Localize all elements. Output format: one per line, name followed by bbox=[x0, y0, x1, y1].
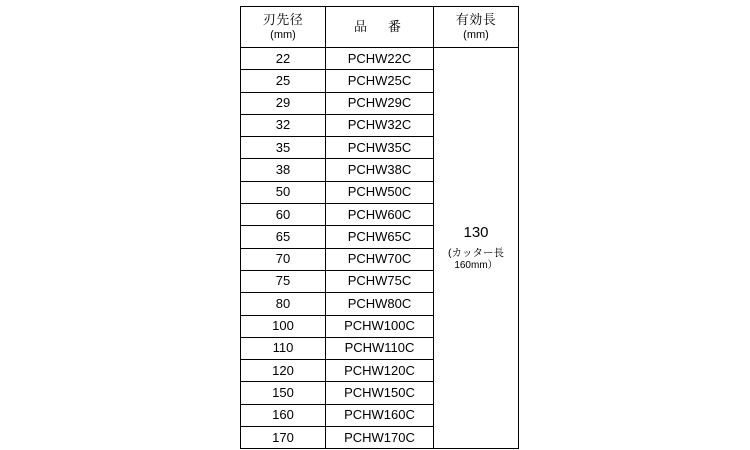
cell-code: PCHW100C bbox=[326, 315, 434, 337]
cell-code: PCHW32C bbox=[326, 114, 434, 136]
specification-table bbox=[240, 6, 519, 449]
cell-code: PCHW80C bbox=[326, 293, 434, 315]
cell-diameter: 150 bbox=[241, 382, 326, 404]
cell-code: PCHW50C bbox=[326, 181, 434, 203]
cell-code: PCHW170C bbox=[326, 427, 434, 449]
cell-code: PCHW35C bbox=[326, 137, 434, 159]
column-header-diameter bbox=[241, 7, 326, 48]
column-header-diameter-unit: (mm) bbox=[270, 28, 296, 41]
table-header-row bbox=[241, 7, 519, 48]
column-header-length-unit: (mm) bbox=[463, 28, 489, 41]
effective-length-note-line1: (カッター長 bbox=[448, 246, 504, 259]
cell-diameter: 50 bbox=[241, 181, 326, 203]
cell-diameter: 70 bbox=[241, 248, 326, 270]
cell-diameter: 22 bbox=[241, 48, 326, 70]
cell-code: PCHW25C bbox=[326, 70, 434, 92]
cell-code: PCHW110C bbox=[326, 337, 434, 359]
cell-diameter: 80 bbox=[241, 293, 326, 315]
cell-diameter: 120 bbox=[241, 360, 326, 382]
cell-code: PCHW29C bbox=[326, 92, 434, 114]
cell-code: PCHW75C bbox=[326, 270, 434, 292]
table-row bbox=[241, 48, 519, 70]
column-header-diameter-label: 刃先径 bbox=[262, 12, 304, 28]
cell-code: PCHW120C bbox=[326, 360, 434, 382]
cell-diameter: 75 bbox=[241, 270, 326, 292]
column-header-code bbox=[326, 7, 434, 48]
cell-diameter: 25 bbox=[241, 70, 326, 92]
column-header-length bbox=[434, 7, 519, 48]
cell-diameter: 170 bbox=[241, 427, 326, 449]
cell-diameter: 35 bbox=[241, 137, 326, 159]
cell-diameter: 38 bbox=[241, 159, 326, 181]
table-body bbox=[241, 48, 519, 449]
cell-code: PCHW70C bbox=[326, 248, 434, 270]
cell-diameter: 100 bbox=[241, 315, 326, 337]
cell-diameter: 65 bbox=[241, 226, 326, 248]
cell-effective-length bbox=[434, 48, 519, 449]
cell-code: PCHW65C bbox=[326, 226, 434, 248]
cell-diameter: 29 bbox=[241, 92, 326, 114]
column-header-length-label: 有効長 bbox=[455, 12, 497, 28]
cell-diameter: 110 bbox=[241, 337, 326, 359]
cell-code: PCHW160C bbox=[326, 404, 434, 426]
cell-diameter: 160 bbox=[241, 404, 326, 426]
cell-code: PCHW150C bbox=[326, 382, 434, 404]
cell-diameter: 60 bbox=[241, 204, 326, 226]
column-header-code-label: 品 番 bbox=[353, 18, 405, 34]
effective-length-note-line2: 160mm） bbox=[454, 259, 498, 271]
cell-code: PCHW22C bbox=[326, 48, 434, 70]
cell-code: PCHW38C bbox=[326, 159, 434, 181]
cell-diameter: 32 bbox=[241, 114, 326, 136]
cell-code: PCHW60C bbox=[326, 204, 434, 226]
table-header bbox=[241, 7, 519, 48]
effective-length-value: 130 bbox=[463, 223, 489, 241]
